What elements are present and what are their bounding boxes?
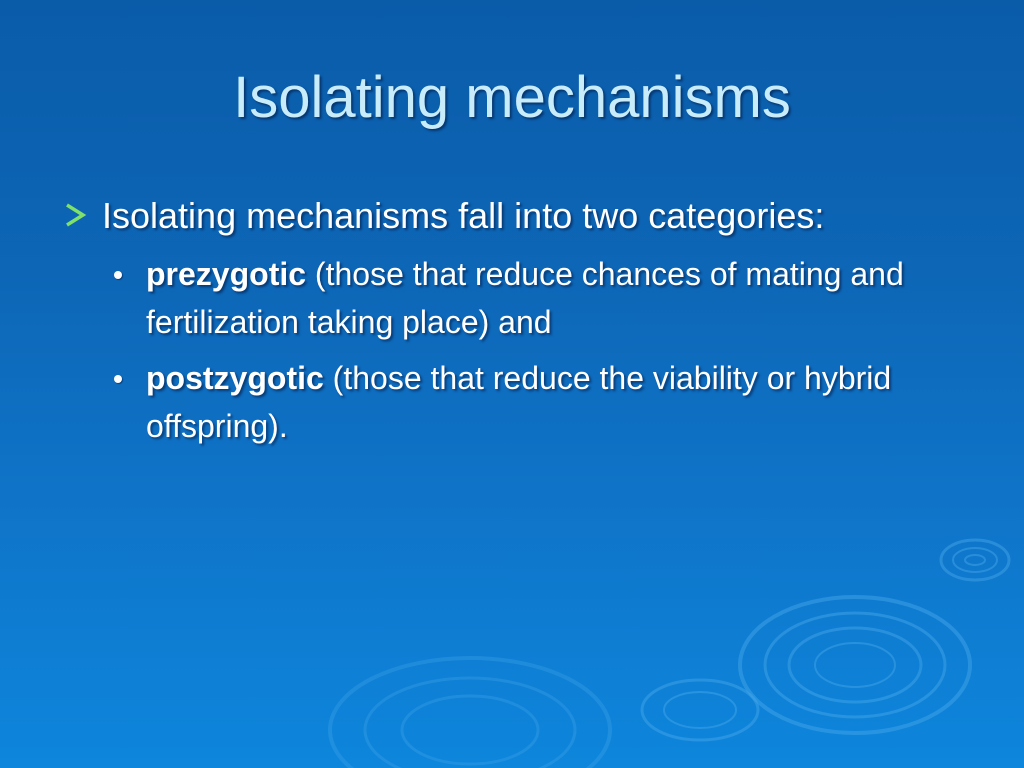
sub-bullet-text: (those that reduce the viability or hybrid offspring). [146, 360, 892, 444]
bullet-item [62, 188, 982, 244]
slide-title: Isolating mechanisms [233, 65, 791, 130]
dot-bullet-icon [114, 271, 122, 279]
bullet-list [62, 188, 982, 458]
dot-bullet-icon [114, 375, 122, 383]
bullet-text: Isolating mechanisms fall into two categories: [102, 195, 825, 236]
term-prezygotic: prezygotic [146, 256, 307, 292]
arrow-bullet-icon [64, 202, 88, 228]
term-postzygotic: postzygotic [146, 360, 324, 396]
sub-bullet-text: (those that reduce chances of mating and fertilization taking place) and [146, 256, 904, 340]
sub-bullet-list [62, 250, 982, 450]
sub-bullet-item [146, 250, 982, 346]
sub-bullet-item [146, 354, 982, 450]
